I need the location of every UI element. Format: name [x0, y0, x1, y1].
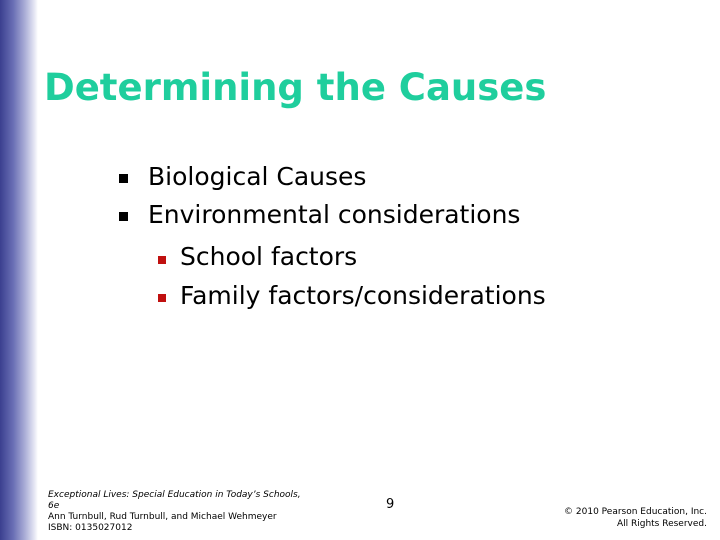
book-title-line1: Exceptional Lives: Special Education in Today’s Schools,: [48, 490, 301, 500]
isbn: ISBN: 0135027012: [48, 523, 133, 533]
footer-citation: [48, 490, 308, 534]
slide-title: Determining the Causes: [44, 66, 547, 109]
authors: Ann Turnbull, Rud Turnbull, and Michael Wehmeyer: [48, 512, 277, 522]
sub-bullet-item: School factors: [180, 242, 358, 271]
page-number: 9: [386, 497, 395, 512]
footer-copyright: [564, 506, 707, 530]
bullet-item: Environmental considerations: [148, 200, 521, 229]
bullet-square-icon: [119, 212, 128, 221]
sub-bullet-square-icon: [158, 294, 166, 302]
bullet-square-icon: [119, 174, 128, 183]
bullet-item: Biological Causes: [148, 162, 367, 191]
copyright-line: © 2010 Pearson Education, Inc.: [564, 507, 707, 517]
side-gradient-bar: [0, 0, 38, 540]
sub-bullet-item: Family factors/considerations: [180, 281, 546, 310]
sub-bullet-square-icon: [158, 256, 166, 264]
book-title-line2: 6e: [48, 501, 60, 511]
rights-line: All Rights Reserved.: [616, 519, 707, 529]
